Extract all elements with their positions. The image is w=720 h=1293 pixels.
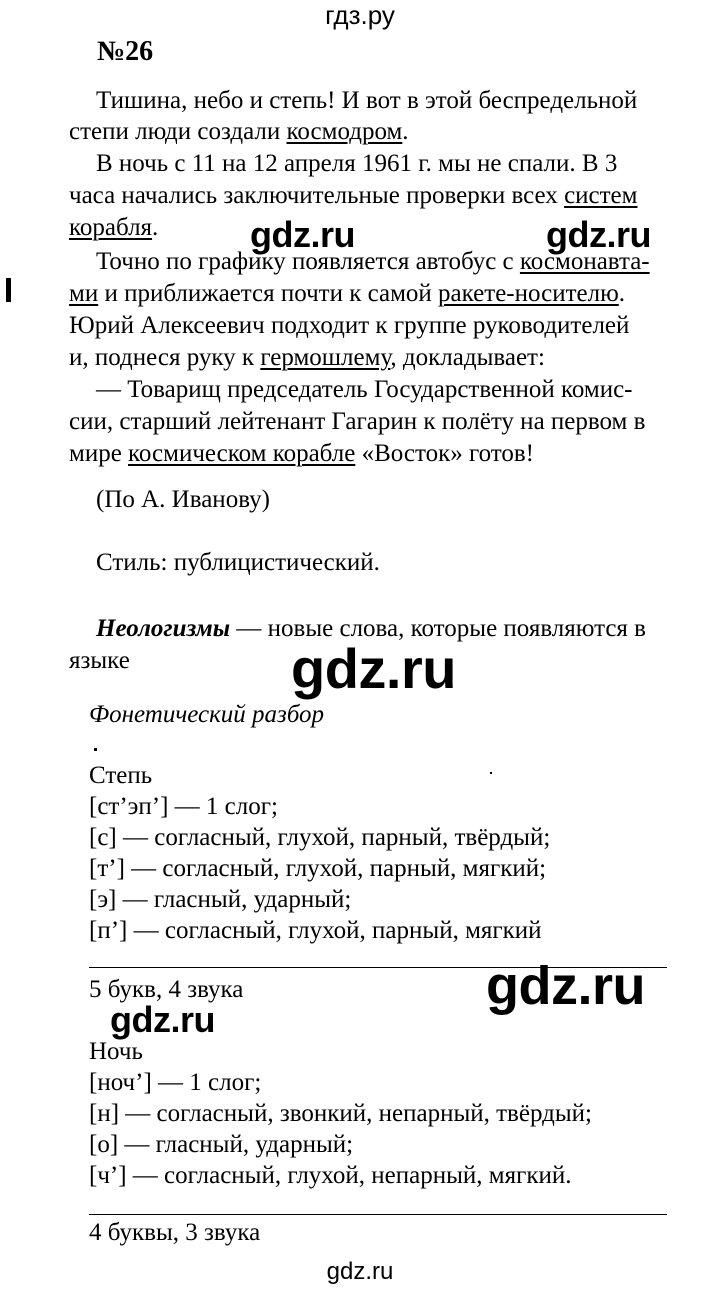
scan-speck xyxy=(94,748,97,751)
section-title: Фонетический разбор xyxy=(89,701,325,728)
definition-line: языке xyxy=(69,647,130,674)
footer-watermark: gdz.ru xyxy=(326,1258,394,1285)
text-line: часа начались заключительные проверки всех систем xyxy=(69,182,638,209)
analysis-line: [с] — согласный, глухой, парный, твёрдый; xyxy=(89,824,551,851)
text-line: сии, старший лейтенант Гагарин к полёту на первом в xyxy=(69,408,646,435)
analysis-line: [т’] — согласный, глухой, парный, мягкий; xyxy=(89,855,547,882)
underlined-word: космодром xyxy=(286,118,403,145)
text-line: корабля. xyxy=(69,214,159,241)
analysis-line: [ч’] — согласный, глухой, непарный, мягкий. xyxy=(89,1162,572,1189)
watermark: gdz.ru xyxy=(250,214,355,255)
watermark: gdz.ru xyxy=(486,956,645,1016)
underlined-word: космонавта- xyxy=(519,248,650,275)
underlined-word: систем xyxy=(564,182,638,209)
underlined-word: ракете-носителю xyxy=(438,280,619,307)
source-citation: (По А. Иванову) xyxy=(96,486,270,513)
text-line: Точно по графику появляется автобус с космонавта- xyxy=(96,248,650,275)
watermark: gdz.ru xyxy=(291,637,456,700)
text-line: В ночь с 11 на 12 апреля 1961 г. мы не спали. В 3 xyxy=(96,150,618,177)
term: Неологизмы xyxy=(96,615,231,642)
divider xyxy=(89,1214,667,1215)
text-line: мире космическом корабле «Восток» готов! xyxy=(69,440,535,467)
analysis-word: Степь xyxy=(89,762,153,789)
analysis-summary: 5 букв, 4 звука xyxy=(89,976,244,1003)
analysis-word: Ночь xyxy=(89,1038,143,1065)
text-line: Тишина, небо и степь! И вот в этой беспредельной xyxy=(96,87,638,114)
definition-line: Неологизмы — новые слова, которые появляются в xyxy=(96,615,646,642)
underlined-word: космическом корабле xyxy=(128,440,356,467)
watermark: gdz.ru xyxy=(110,999,215,1040)
analysis-line: [о] — гласный, ударный; xyxy=(89,1131,354,1158)
analysis-line: [ст’эп’] — 1 слог; xyxy=(89,793,278,820)
style-line: Стиль: публицистический. xyxy=(96,549,380,576)
text-line: и, поднеся руку к гермошлему, докладывает: xyxy=(69,344,545,371)
underlined-word: ми xyxy=(69,280,99,307)
text-line: ми и приближается почти к самой ракете-носителю. xyxy=(69,280,626,307)
underlined-word: корабля xyxy=(69,214,153,241)
watermark: gdz.ru xyxy=(546,214,651,255)
underlined-word: гермошлему xyxy=(260,344,391,371)
analysis-line: [ноч’] — 1 слог; xyxy=(89,1069,262,1096)
analysis-line: [п’] — согласный, глухой, парный, мягкий xyxy=(89,917,542,944)
analysis-line: [н] — согласный, звонкий, непарный, твёрдый; xyxy=(89,1100,592,1127)
scan-speck xyxy=(490,772,492,774)
analysis-line: [э] — гласный, ударный; xyxy=(89,886,352,913)
text-line: — Товарищ председатель Государственной комис- xyxy=(96,376,633,403)
site-header: гдз.ру xyxy=(325,0,395,30)
text-line: Юрий Алексеевич подходит к группе руководителей xyxy=(69,312,630,339)
exercise-number: №26 xyxy=(97,36,154,67)
scan-speck xyxy=(6,278,11,302)
analysis-summary: 4 буквы, 3 звука xyxy=(89,1219,261,1246)
text-line: степи люди создали космодром. xyxy=(69,118,409,145)
